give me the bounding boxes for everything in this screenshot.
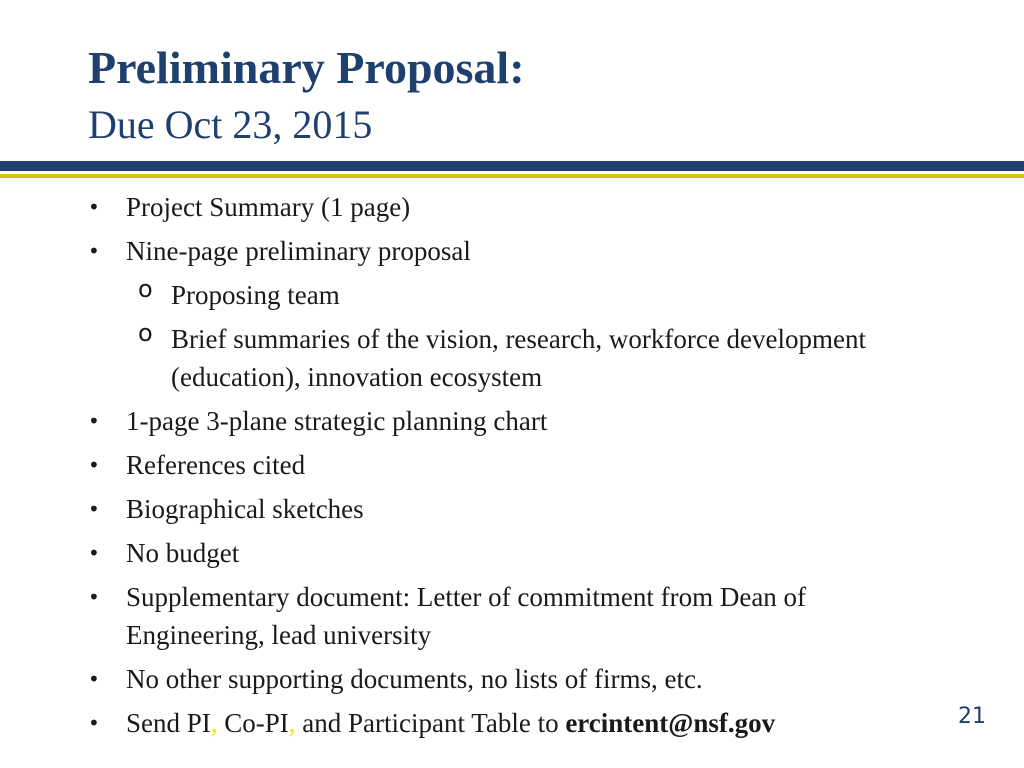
page-number: 21 xyxy=(958,704,986,729)
bullet-icon: • xyxy=(88,497,100,521)
list-item xyxy=(88,188,948,226)
bullet-icon: • xyxy=(88,585,100,609)
list-item-text: 1-page 3-plane strategic planning chart xyxy=(126,406,548,436)
list-item xyxy=(88,534,948,572)
slide-subtitle: Due Oct 23, 2015 xyxy=(88,102,373,147)
bullet-icon: • xyxy=(88,541,100,565)
list-item-text: References cited xyxy=(126,450,306,480)
list-item xyxy=(88,490,948,528)
bullet-icon: • xyxy=(88,453,100,477)
list-item xyxy=(88,402,948,440)
bullet-list xyxy=(88,188,948,748)
divider-yellow xyxy=(0,174,1024,178)
bullet-icon: • xyxy=(88,409,100,433)
bullet-icon: • xyxy=(88,239,100,263)
sub-bullet-icon: o xyxy=(138,319,153,347)
list-item xyxy=(88,446,948,484)
email-link[interactable]: ercintent@nsf.gov xyxy=(565,708,776,738)
sub-bullet-icon: o xyxy=(138,275,153,303)
list-item-text: Project Summary (1 page) xyxy=(126,192,411,222)
bullet-icon: • xyxy=(88,667,100,691)
list-item xyxy=(88,578,948,654)
list-item-text: Send PI xyxy=(126,708,211,738)
list-item xyxy=(88,660,948,698)
bullet-icon: • xyxy=(88,711,100,735)
slide-title: Preliminary Proposal: xyxy=(88,42,525,93)
list-item xyxy=(88,232,948,270)
list-item-text: and Participant Table to xyxy=(295,708,566,738)
bullet-icon: • xyxy=(88,195,100,219)
divider-blue xyxy=(0,161,1024,171)
list-item-text: Supplementary document: Letter of commitment from Dean of Engineering, lead university xyxy=(126,582,807,650)
list-item-text: Proposing team xyxy=(171,280,340,310)
list-item-text: No other supporting documents, no lists of firms, etc. xyxy=(126,664,703,694)
sub-list-item xyxy=(88,276,948,314)
sub-list-item xyxy=(88,320,948,396)
list-item-text: No budget xyxy=(126,538,240,568)
list-item-text: Biographical sketches xyxy=(126,494,364,524)
list-item-text: Brief summaries of the vision, research, workforce development (education), innovation ecosystem xyxy=(171,324,867,392)
list-item xyxy=(88,704,948,742)
list-item-text: Co-PI xyxy=(217,708,289,738)
comma-accent: , xyxy=(210,708,218,738)
list-item-text: Nine-page preliminary proposal xyxy=(126,236,471,266)
comma-accent: , xyxy=(288,708,296,738)
